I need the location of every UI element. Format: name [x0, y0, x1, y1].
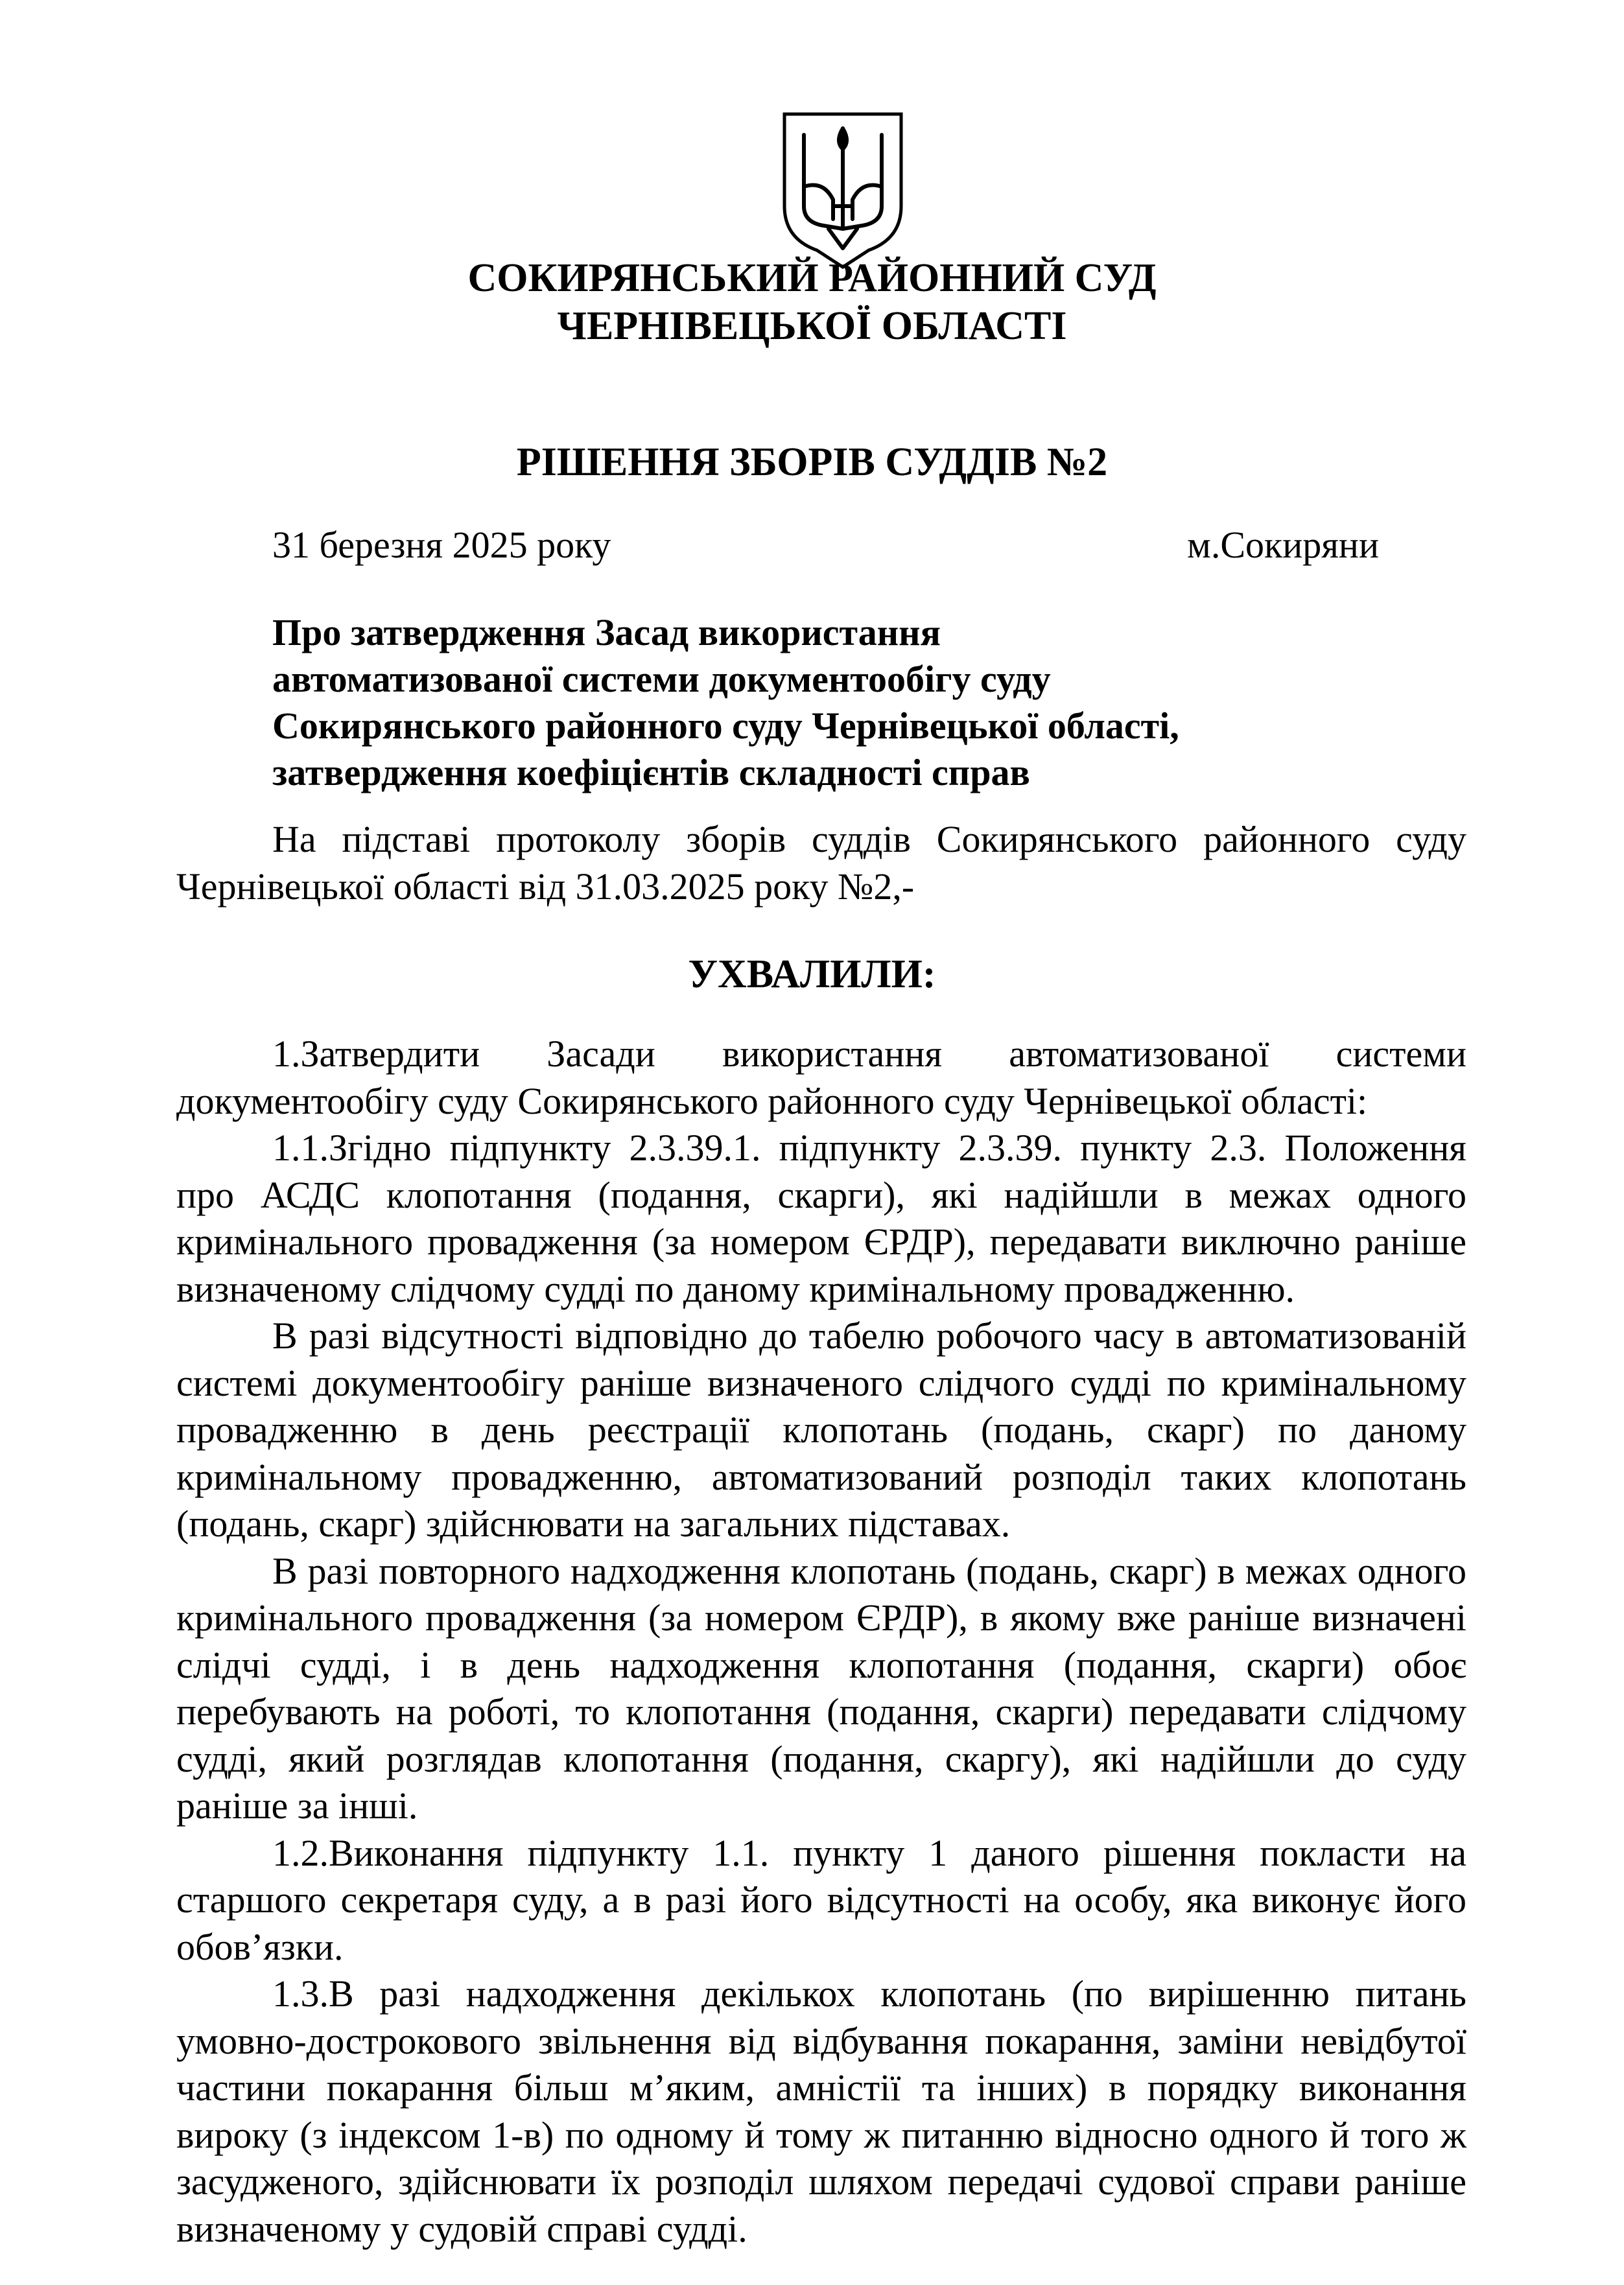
resolved-heading: УХВАЛИЛИ:	[688, 952, 936, 996]
resolution-paragraph: В разі повторного надходження клопотань (подань, скарг) в межах одного кримінального провадження (за номером ЄРДР), в якому вже раніше визначені слідчі судді, і в день надходження клопотання (подання, скарги) обоє перебувають на роботі, то клопотання (подання, скарги) передавати слідчому судді, який розглядав клопотання (подання, скаргу), які надійшли до суду раніше за інші.	[176, 1549, 1466, 1827]
subject-line: автоматизованої системи документообігу суду	[272, 658, 1051, 700]
decision-title: РІШЕННЯ ЗБОРІВ СУДДІВ №2	[516, 440, 1108, 484]
resolution-body	[176, 1031, 1466, 2253]
subject-line: затвердження коефіцієнтів складності справ	[272, 751, 1030, 793]
subject-line: Про затвердження Засад використання	[272, 611, 941, 653]
court-name-line-2: ЧЕРНІВЕЦЬКОЇ ОБЛАСТІ	[557, 304, 1067, 348]
resolution-paragraph: 1.Затвердити Засади використання автоматизованої системи документообігу суду Сокирянського районного суду Чернівецької області:	[176, 1033, 1466, 1122]
trident-emblem-icon	[778, 109, 908, 271]
basis-paragraph: На підставі протоколу зборів суддів Сокирянського районного суду Чернівецької області від 31.03.2025 року №2,-	[176, 818, 1466, 908]
decision-subject	[272, 609, 1439, 796]
resolution-paragraph: 1.3.В разі надходження декількох клопотань (по вирішенню питань умовно-дострокового звільнення від відбування покарання, заміни невідбутої частини покарання більш м’яким, амністії та інших) в порядку виконання вироку (з індексом 1-в) по одному й тому ж питанню відносно одного й того ж засудженого, здійснювати їх розподіл шляхом передачі судової справи раніше визначеному у судовій справі судді.	[176, 1973, 1466, 2250]
decision-city: м.Сокиряни	[1187, 524, 1379, 566]
court-name-line-1: СОКИРЯНСЬКИЙ РАЙОННИЙ СУД	[467, 256, 1157, 300]
resolution-paragraph: 1.1.Згідно підпункту 2.3.39.1. підпункту 2.3.39. пункту 2.3. Положення про АСДС клопотання (подання, скарги), які надійшли в межах одного кримінального провадження (за номером ЄРДР), передавати виключно раніше визначеному слідчому судді по даному кримінальному провадженню.	[176, 1127, 1466, 1310]
resolution-paragraph: В разі відсутності відповідно до табелю робочого часу в автоматизованій системі документообігу раніше визначеного слідчого судді по кримінальному провадженню в день реєстрації клопотань (подань, скарг) по даному кримінальному провадженню, автоматизований розподіл таких клопотань (подань, скарг) здійснювати на загальних підставах.	[176, 1315, 1466, 1545]
decision-date: 31 березня 2025 року	[272, 524, 611, 566]
subject-line: Сокирянського районного суду Чернівецької області,	[272, 705, 1179, 747]
resolution-paragraph: 1.2.Виконання підпункту 1.1. пункту 1 даного рішення покласти на старшого секретаря суду, а в разі його відсутності на особу, яка виконує його обов’язки.	[176, 1831, 1466, 1968]
